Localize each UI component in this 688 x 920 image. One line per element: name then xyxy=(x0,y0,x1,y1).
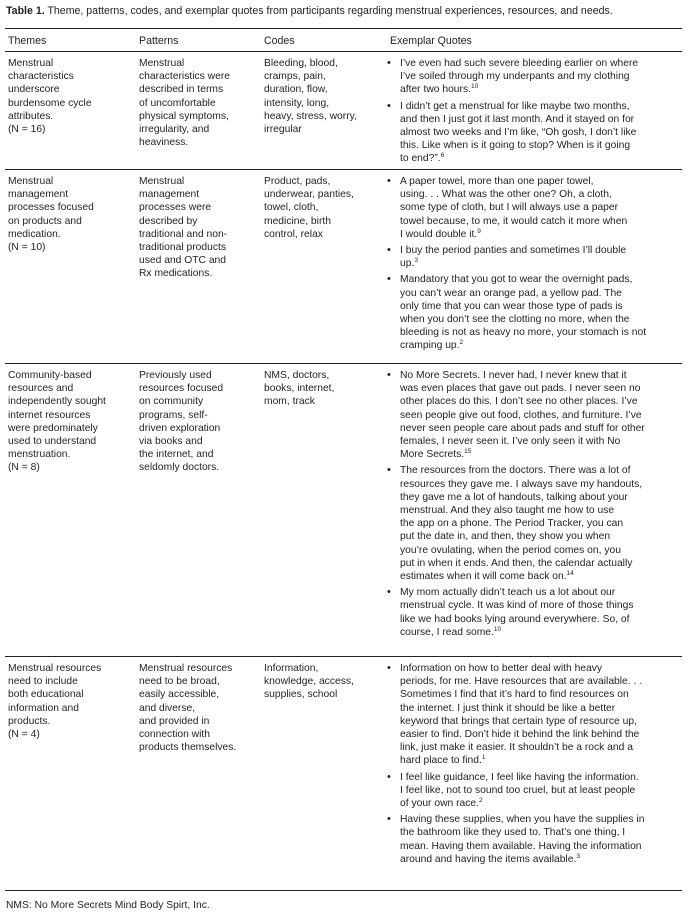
pattern-cell-line: and diverse, xyxy=(139,702,196,714)
quote-item xyxy=(390,586,680,639)
reference-superscript: 9 xyxy=(477,227,481,235)
quote-item xyxy=(390,771,680,811)
quotes-cell xyxy=(390,57,680,169)
codes-cell xyxy=(264,662,378,702)
pattern-cell-line: of uncomfortable xyxy=(139,97,216,109)
pattern-cell-line: via books and xyxy=(139,436,203,448)
pattern-cell-line: the internet, and xyxy=(139,449,214,461)
quote-line xyxy=(400,784,680,797)
header-rule xyxy=(5,51,682,52)
quote-text: I feel like guidance, I feel like having the information. xyxy=(400,771,639,783)
quote-text: seen people give out food, clothes, and furniture. I’ve xyxy=(400,409,642,421)
quote-list xyxy=(390,662,680,866)
header-exemplar-quotes: Exemplar Quotes xyxy=(390,35,472,47)
quote-list xyxy=(390,175,680,353)
pattern-cell-line: irregularity, and xyxy=(139,124,210,136)
quote-line xyxy=(400,702,680,715)
codes-cell-line: NMS, doctors, xyxy=(264,370,330,381)
quote-text: I’ve soiled through my underpants and my clothing xyxy=(400,71,630,83)
pattern-cell-line: easily accessible, xyxy=(139,689,220,701)
quote-line xyxy=(400,675,680,688)
quote-text: I would double it. xyxy=(400,228,478,240)
pattern-cell-line: traditional and non- xyxy=(139,228,228,240)
quote-text: of your own race. xyxy=(400,798,479,810)
quote-text: the internet. I just think it should be like a better xyxy=(400,702,616,714)
codes-cell-line: control, relax xyxy=(264,228,323,240)
quote-line xyxy=(400,339,680,352)
quote-text: using. . . What was the other one? Oh, a cloth, xyxy=(400,189,612,201)
theme-cell-line: menstruation. xyxy=(8,449,71,461)
quote-text: I didn’t get a menstrual for like maybe two months, xyxy=(400,100,630,112)
quote-item xyxy=(390,57,680,97)
theme-cell-line: (N = 16) xyxy=(8,124,46,136)
reference-superscript: 14 xyxy=(566,570,574,578)
quote-list xyxy=(390,57,680,166)
quote-text: I feel like, not to sound too cruel, but at least people xyxy=(400,784,636,796)
quote-item xyxy=(390,100,680,166)
codes-cell-line: Information, xyxy=(264,663,319,674)
quote-line xyxy=(400,113,680,126)
quote-line xyxy=(400,771,680,784)
theme-cell-line: (N = 10) xyxy=(8,242,46,254)
quote-line xyxy=(400,491,680,504)
quote-line xyxy=(400,70,680,83)
pattern-cell xyxy=(139,57,257,149)
pattern-cell-line: Menstrual resources xyxy=(139,663,233,674)
quote-text: females, I never seen it. I’ve only seen it with No xyxy=(400,436,621,448)
pattern-cell-line: need to be broad, xyxy=(139,676,220,688)
quote-line xyxy=(400,613,680,626)
theme-cell xyxy=(8,369,132,475)
quote-line xyxy=(400,478,680,491)
quote-text: Having these supplies, when you have the supplies in xyxy=(400,814,645,826)
pattern-cell-line: described in terms xyxy=(139,84,224,96)
codes-cell-line: knowledge, access, xyxy=(264,676,354,688)
theme-cell xyxy=(8,57,132,136)
quote-text: you can’t wear an orange pad, a yellow pad. The xyxy=(400,287,622,299)
quote-text: this. Like when is it going to stop? When is it going xyxy=(400,140,631,152)
quote-text: course, I read some. xyxy=(400,626,494,638)
quotes-cell xyxy=(390,175,680,356)
quote-text: the app on a phone. The Period Tracker, you can xyxy=(400,518,624,530)
quote-text: cramping up. xyxy=(400,340,460,352)
theme-cell-line: Menstrual xyxy=(8,176,54,187)
quote-line xyxy=(400,599,680,612)
quote-line xyxy=(400,201,680,214)
pattern-cell-line: characteristics were xyxy=(139,71,230,83)
theme-cell-line: were predominately xyxy=(8,422,98,434)
codes-cell-line: duration, flow, xyxy=(264,84,328,96)
quote-line xyxy=(400,448,680,461)
quote-line xyxy=(400,464,680,477)
quote-text: bleeding is not as heavy no more, your stomach is not xyxy=(400,327,647,339)
pattern-cell-line: Menstrual xyxy=(139,176,185,187)
quote-line xyxy=(400,175,680,188)
quote-line xyxy=(400,382,680,395)
quote-line xyxy=(400,152,680,165)
quote-line xyxy=(400,57,680,70)
quote-line xyxy=(400,300,680,313)
codes-cell-line: cramps, pain, xyxy=(264,71,326,83)
pattern-cell-line: management xyxy=(139,189,200,201)
pattern-cell-line: described by xyxy=(139,215,198,227)
reference-superscript: 10 xyxy=(470,83,479,91)
theme-cell-line: underscore xyxy=(8,84,60,96)
theme-cell-line: (N = 8) xyxy=(8,462,40,474)
theme-cell-line: Menstrual xyxy=(8,58,54,69)
quote-line xyxy=(400,409,680,422)
quote-text: to end?”. xyxy=(400,153,441,165)
quote-line xyxy=(400,662,680,675)
quote-line xyxy=(400,586,680,599)
quote-text: keyword that brings that certain type of resource up, xyxy=(400,715,637,727)
quote-line xyxy=(400,530,680,543)
codes-cell-line: medicine, birth xyxy=(264,215,331,227)
pattern-cell-line: processes were xyxy=(139,202,212,214)
quote-item xyxy=(390,273,680,352)
header-patterns: Patterns xyxy=(139,35,179,47)
pattern-cell-line: Menstrual xyxy=(139,58,185,69)
quote-line xyxy=(400,741,680,754)
quote-line xyxy=(400,100,680,113)
table-footnote: NMS: No More Secrets Mind Body Spirt, Inc. xyxy=(6,900,210,911)
quote-text: Sometimes I find that it’s hard to find resources on xyxy=(400,689,629,701)
codes-cell-line: underwear, panties, xyxy=(264,189,354,201)
theme-cell-line: products. xyxy=(8,715,51,727)
pattern-cell xyxy=(139,369,257,475)
reference-superscript: 2 xyxy=(459,339,464,347)
quote-text: periods, for me. Have resources that are available. . . xyxy=(400,676,643,688)
quote-line xyxy=(400,395,680,408)
quote-line xyxy=(400,244,680,257)
quote-line xyxy=(400,273,680,286)
pattern-cell-line: on community xyxy=(139,396,204,408)
quote-text: almost two weeks and I’m like, “Oh gosh, I don’t like xyxy=(400,127,637,139)
quote-text: I buy the period panties and sometimes I’ll double xyxy=(400,245,627,257)
quote-text: up. xyxy=(400,258,415,270)
quote-text: Mandatory that you got to wear the overnight pads, xyxy=(400,274,633,286)
quote-text: I’ve even had such severe bleeding earlier on where xyxy=(400,58,639,69)
quote-text: easier to find. Don’t hide it behind the link behind the xyxy=(400,729,640,741)
quote-line xyxy=(400,813,680,826)
theme-cell-line: used to understand xyxy=(8,436,97,448)
quote-text: put in when it ends. And then, the calendar actually xyxy=(400,557,633,569)
quote-line xyxy=(400,754,680,767)
bottom-rule xyxy=(5,890,682,891)
theme-cell xyxy=(8,175,132,254)
table-label: Table 1. xyxy=(6,5,45,17)
quote-text: More Secrets. xyxy=(400,449,465,461)
quote-text: when you don’t see the clotting no more, when the xyxy=(400,314,630,326)
theme-cell-line: Menstrual resources xyxy=(8,663,102,674)
theme-cell-line: (N = 4) xyxy=(8,729,40,741)
codes-cell-line: intensity, long, xyxy=(264,97,330,109)
quote-line xyxy=(400,215,680,228)
quote-item xyxy=(390,662,680,768)
quote-text: menstrual cycle. It was kind of more of those things xyxy=(400,600,634,612)
quote-text: The resources from the doctors. There was a lot of xyxy=(400,465,631,477)
codes-cell xyxy=(264,369,378,409)
quote-line xyxy=(400,326,680,339)
quote-item xyxy=(390,369,680,461)
pattern-cell xyxy=(139,175,257,281)
quote-line xyxy=(400,728,680,741)
reference-superscript: 6 xyxy=(440,152,445,160)
theme-cell-line: management xyxy=(8,189,69,201)
theme-cell-line: Community-based xyxy=(8,370,92,381)
reference-superscript: 3 xyxy=(576,852,580,860)
quote-line xyxy=(400,715,680,728)
codes-cell-line: Product, pads, xyxy=(264,176,331,187)
row-divider xyxy=(5,656,682,657)
quote-line xyxy=(400,188,680,201)
theme-cell-line: processes focused xyxy=(8,202,94,214)
quote-text: No More Secrets. I never had, I never knew that it xyxy=(400,370,627,381)
header-themes: Themes xyxy=(8,35,47,47)
quote-item xyxy=(390,244,680,270)
quote-line xyxy=(400,840,680,853)
quote-text: some type of cloth, but I will always use a paper xyxy=(400,202,619,214)
pattern-cell-line: driven exploration xyxy=(139,422,221,434)
quote-line xyxy=(400,570,680,583)
pattern-cell xyxy=(139,662,257,754)
theme-cell-line: medication. xyxy=(8,228,61,240)
pattern-cell-line: products themselves. xyxy=(139,742,237,754)
codes-cell-line: mom, track xyxy=(264,396,315,408)
quote-line xyxy=(400,139,680,152)
header-codes: Codes xyxy=(264,35,295,47)
quote-text: mean. Having them available. Having the information xyxy=(400,840,642,852)
quote-line xyxy=(400,826,680,839)
pattern-cell-line: and provided in xyxy=(139,715,210,727)
quote-line xyxy=(400,688,680,701)
quote-line xyxy=(400,369,680,382)
quote-text: and then I just got it last month. And it stayed on for xyxy=(400,113,635,125)
reference-superscript: 10 xyxy=(493,625,502,633)
theme-cell-line: attributes. xyxy=(8,110,54,122)
pattern-cell-line: used and OTC and xyxy=(139,255,227,267)
quote-text: never seen people care about pads and stuff for other xyxy=(400,422,645,434)
pattern-cell-line: seldomly doctors. xyxy=(139,462,220,474)
row-divider xyxy=(5,363,682,364)
quote-line xyxy=(400,557,680,570)
theme-cell-line: independently sought xyxy=(8,396,106,408)
pattern-cell-line: resources focused xyxy=(139,383,224,395)
theme-cell-line: both educational xyxy=(8,689,84,701)
quotes-cell xyxy=(390,369,680,642)
quote-line xyxy=(400,422,680,435)
quote-item xyxy=(390,175,680,241)
theme-cell-line: information and xyxy=(8,702,79,714)
codes-cell xyxy=(264,175,378,241)
pattern-cell-line: physical symptoms, xyxy=(139,110,229,122)
theme-cell-line: burdensome cycle xyxy=(8,97,92,109)
quote-list xyxy=(390,369,680,639)
pattern-cell-line: programs, self- xyxy=(139,409,208,421)
pattern-cell-line: Previously used xyxy=(139,370,212,381)
theme-cell-line: resources and xyxy=(8,383,74,395)
theme-cell-line: need to include xyxy=(8,676,78,688)
quote-text: put the date in, and then, they show you when xyxy=(400,531,611,543)
row-divider xyxy=(5,169,682,170)
codes-cell-line: towel, cloth, xyxy=(264,202,319,214)
quote-line xyxy=(400,853,680,866)
quote-text: you’re ovulating, when the period comes on, you xyxy=(400,544,621,556)
quote-text: after two hours. xyxy=(400,84,471,96)
quote-text: towel because, to me, it would catch it more when xyxy=(400,215,628,227)
quote-line xyxy=(400,544,680,557)
quote-text: My mom actually didn’t teach us a lot about our xyxy=(400,587,616,599)
reference-superscript: 3 xyxy=(414,257,418,265)
quote-line xyxy=(400,797,680,810)
theme-cell-line: internet resources xyxy=(8,409,91,421)
quote-line xyxy=(400,287,680,300)
quote-line xyxy=(400,517,680,530)
quote-text: they gave me a lot of handouts, talking about your xyxy=(400,491,628,503)
codes-cell-line: Bleeding, blood, xyxy=(264,58,338,69)
quote-line xyxy=(400,504,680,517)
reference-superscript: 15 xyxy=(464,448,472,456)
quote-text: Information on how to better deal with heavy xyxy=(400,663,603,674)
quote-text: link, just make it easier. It shouldn’t be a rock and a xyxy=(400,742,633,754)
quote-text: resources they gave me. I always save my handouts, xyxy=(400,478,643,490)
codes-cell-line: heavy, stress, worry, xyxy=(264,110,357,122)
quote-text: was even places that gave out pads. I never seen no xyxy=(400,383,641,395)
quote-line xyxy=(400,626,680,639)
quote-text: like we had books lying around everywhere. So, of xyxy=(400,613,630,625)
codes-cell-line: irregular xyxy=(264,124,302,136)
quote-text: menstrual. And they also taught me how to use xyxy=(400,505,615,517)
quote-line xyxy=(400,435,680,448)
codes-cell xyxy=(264,57,378,136)
quote-text: hard place to find. xyxy=(400,755,482,767)
quote-line xyxy=(400,228,680,241)
quote-line xyxy=(400,83,680,96)
pattern-cell-line: traditional products xyxy=(139,242,227,254)
reference-superscript: 2 xyxy=(478,797,483,805)
theme-cell-line: characteristics xyxy=(8,71,74,83)
pattern-cell-line: Rx medications. xyxy=(139,268,213,280)
quote-line xyxy=(400,257,680,270)
quote-item xyxy=(390,464,680,583)
pattern-cell-line: heaviness. xyxy=(139,137,189,149)
quote-text: estimates when it will come back on. xyxy=(400,571,567,583)
quote-text: around and having the items available. xyxy=(400,853,577,865)
table-caption xyxy=(6,5,686,18)
top-rule xyxy=(5,28,682,29)
table-caption-text: Theme, patterns, codes, and exemplar quotes from participants regarding menstrual experiences, resources, and needs. xyxy=(47,5,613,17)
theme-cell-line: on products and xyxy=(8,215,82,227)
quotes-cell xyxy=(390,662,680,869)
quote-item xyxy=(390,813,680,866)
pattern-cell-line: connection with xyxy=(139,729,210,741)
theme-cell xyxy=(8,662,132,741)
codes-cell-line: books, internet, xyxy=(264,383,335,395)
reference-superscript: 1 xyxy=(481,754,486,762)
quote-text: other places do this. I don’t see no other places. I’ve xyxy=(400,396,638,408)
codes-cell-line: supplies, school xyxy=(264,689,338,701)
quote-text: A paper towel, more than one paper towel, xyxy=(400,176,594,187)
quote-line xyxy=(400,126,680,139)
quote-text: the bathroom like they used to. That’s one thing, I xyxy=(400,827,626,839)
quote-line xyxy=(400,313,680,326)
quote-text: only time that you can wear those type of pads is xyxy=(400,300,623,312)
